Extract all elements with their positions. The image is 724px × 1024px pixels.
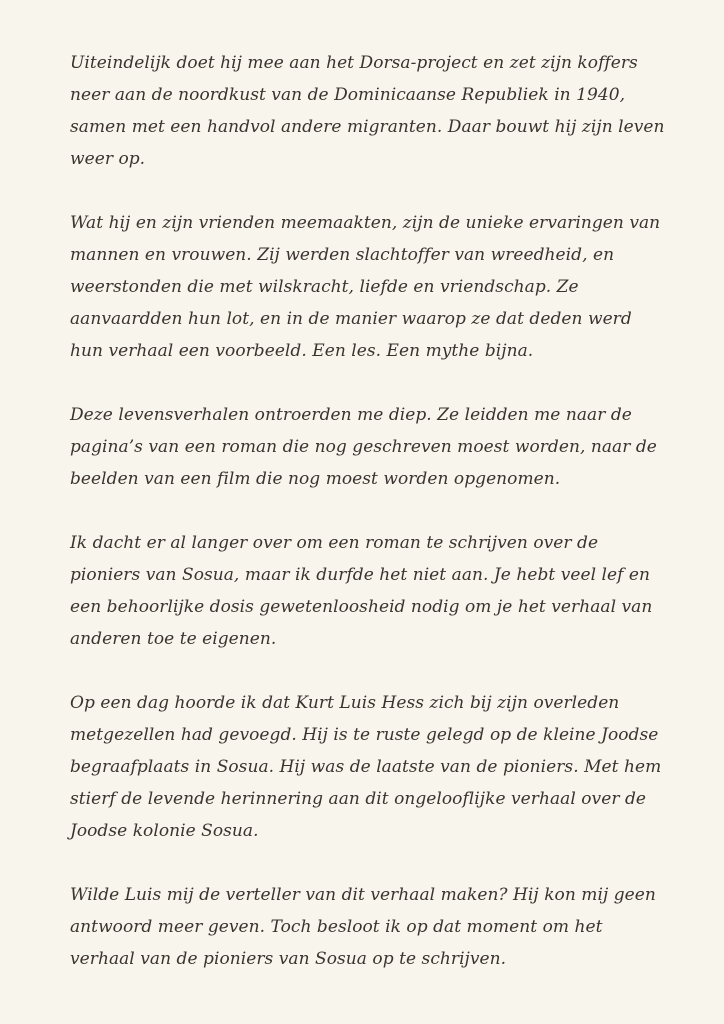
paragraph-6: Wilde Luis mij de verteller van dit verhaal maken? Hij kon mij geen antwoord meer geven. Toch besloot ik op dat moment om het verhaal van de pioniers van Sosua op te schrijven. (70, 885, 656, 969)
paragraph-2: Wat hij en zijn vrienden meemaakten, zijn de unieke ervaringen van mannen en vrouwen. Zij werden slachtoffer van wreedheid, en weerstonden die met wilskracht, liefde en vriendschap. Ze aanvaardden hun lot, en in de manier waarop ze dat deden werd hun verhaal een voorbeeld. Een les. Een mythe bijna. (70, 213, 661, 361)
paragraph-5: Op een dag hoorde ik dat Kurt Luis Hess zich bij zijn overleden metgezellen had gevoegd. Hij is te ruste gelegd op de kleine Joodse begraafplaats in Sosua. Hij was de laatste van de pioniers. Met hem stierf de levende herinnering aan dit ongelooflijke verhaal over de Joodse kolonie Sosua. (70, 693, 662, 841)
paragraph-3: Deze levensverhalen ontroerden me diep. Ze leidden me naar de pagina’s van een roman die nog geschreven moest worden, naar de beelden van een film die nog moest worden opgenomen. (70, 405, 657, 489)
paragraph-4: Ik dacht er al langer over om een roman te schrijven over de pioniers van Sosua, maar ik durfde het niet aan. Je hebt veel lef en een behoorlijke dosis gewetenloosheid nodig om je het verhaal van anderen toe te eigenen. (70, 533, 653, 649)
paragraph-1: Uiteindelijk doet hij mee aan het Dorsa-project en zet zijn koffers neer aan de noordkust van de Dominicaanse Republiek in 1940, samen met een handvol andere migranten. Daar bouwt hij zijn leven weer op. (70, 53, 665, 169)
